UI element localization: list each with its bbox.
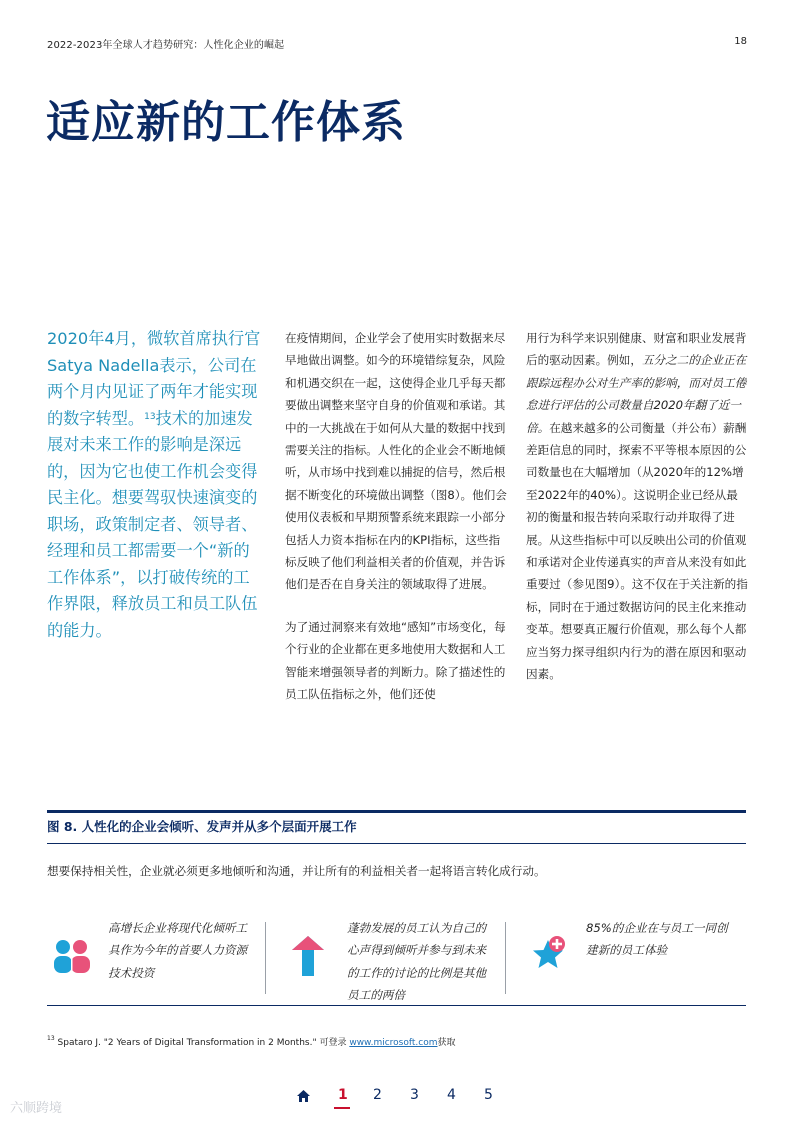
figure-rule-top [47,810,746,813]
watermark: 六顺跨境 [10,1101,63,1116]
star-icon [530,932,572,974]
lead-paragraph [47,326,261,644]
page-link-4[interactable]: 4 [447,1087,456,1103]
divider [265,922,266,994]
body-column-3 [526,327,748,686]
figure-stat: 高增长企业将现代化倾听工具作为今年的首要人力资源技术投资 [108,921,248,980]
page-link-3[interactable]: 3 [410,1087,419,1103]
text-run: 在越来越多的公司衡量（并公布）薪酬差距信息的同时，探索不平等根本原因的公司数量也在大幅增加（从2020年的12%增至2022年的40%）。这说明企业已经从最初的衡量和报告转向采取行动并取得了进展。从这些指标中可以反映出公司的价值观和承诺对企业传递真实的声音从来没有如此重要过（参见图9）。这不仅在于关注新的指标，同时在于通过数据访问的民主化来推动变革。想要真正履行价值观，那么每个人都应当努力探寻组织内行为的潜在原因和驱动因素。 [526,420,748,682]
figure-stat: 蓬勃发展的员工认为自己的心声得到倾听并参与到未来的工作的讨论的比例是其他员工的两倍 [347,921,487,1003]
page-link-2[interactable]: 2 [373,1087,382,1103]
page-link-5[interactable]: 5 [484,1087,493,1103]
page-number: 18 [734,36,747,47]
figure-stat: 85%的企业在与员工一同创建新的员工体验 [586,921,728,958]
report-title: 2022-2023年全球人才趋势研究：人性化企业的崛起 [47,40,285,51]
paragraph [526,327,748,686]
footnote-link[interactable]: www.microsoft.com [349,1038,438,1048]
lead-text-1: 2020年4月，微软首席执行官Satya Nadella表示，公司在两个月内见证了两年才能实现的数字转型。 [47,329,261,428]
paragraph: 为了通过洞察来有效地“感知”市场变化，每个行业的企业都在更多地使用大数据和人工智能来增强领导者的判断力。除了描述性的员工队伍指标之外，他们还使 [285,619,506,702]
body-column-2 [285,327,507,706]
figure-rule-bottom [47,1005,746,1006]
up-arrow-icon [290,934,326,978]
footnote-suffix: 获取 [437,1038,456,1048]
page-title: 适应新的工作体系 [46,97,406,148]
footnote-text: Spataro J. "2 Years of Digital Transformation in 2 Months." 可登录 [57,1038,350,1048]
italic-highlight: 五分之二的企业正在跟踪远程办公对生产率的影响，而对员工倦怠进行评估的公司数量自2020年翻了近一倍。 [526,353,747,435]
home-icon[interactable] [296,1089,311,1103]
figure-description: 想要保持相关性，企业就必须更多地倾听和沟通，并让所有的利益相关者一起将语言转化成行动。 [47,864,546,878]
people-icon [53,938,91,976]
paragraph: 在疫情期间，企业学会了使用实时数据来尽早地做出调整。如今的环境错综复杂，风险和机遇交织在一起，这使得企业几乎每天都要做出调整来坚守自身的价值观和承诺。其中的一大挑战在于如何从大量的数据中找到需要关注的指标。人性化的企业会不断地倾听，从市场中找到难以捕捉的信号，然后根据不断变化的环境做出调整（图8）。他们会使用仪表板和早期预警系统来跟踪一小部分包括人力资本指标在内的KPI指标，这些指标反映了他们利益相关者的价值观，并告诉他们是否在自身关注的领域取得了进展。 [285,331,507,592]
footnote [47,1035,456,1048]
footnote-ref[interactable]: 13 [144,411,156,422]
divider [505,922,506,994]
lead-text-2: 技术的加速发展对未来工作的影响是深远的，因为它也使工作机会变得民主化。想要驾驭快速演变的职场，政策制定者、领导者、经理和员工都需要一个“新的工作体系”，以打破传统的工作界限，释放员工和员工队伍的能力。 [47,408,258,640]
figure-rule [47,843,746,844]
text-run: 用行为科学来识别健康、财富和职业发展背后的驱动因素。例如， [526,331,747,368]
active-page-indicator [334,1107,350,1109]
footnote-number: 13 [47,1035,55,1042]
figure-title: 图 8. 人性化的企业会倾听、发声并从多个层面开展工作 [47,819,357,834]
page-link-1[interactable]: 1 [338,1087,348,1103]
